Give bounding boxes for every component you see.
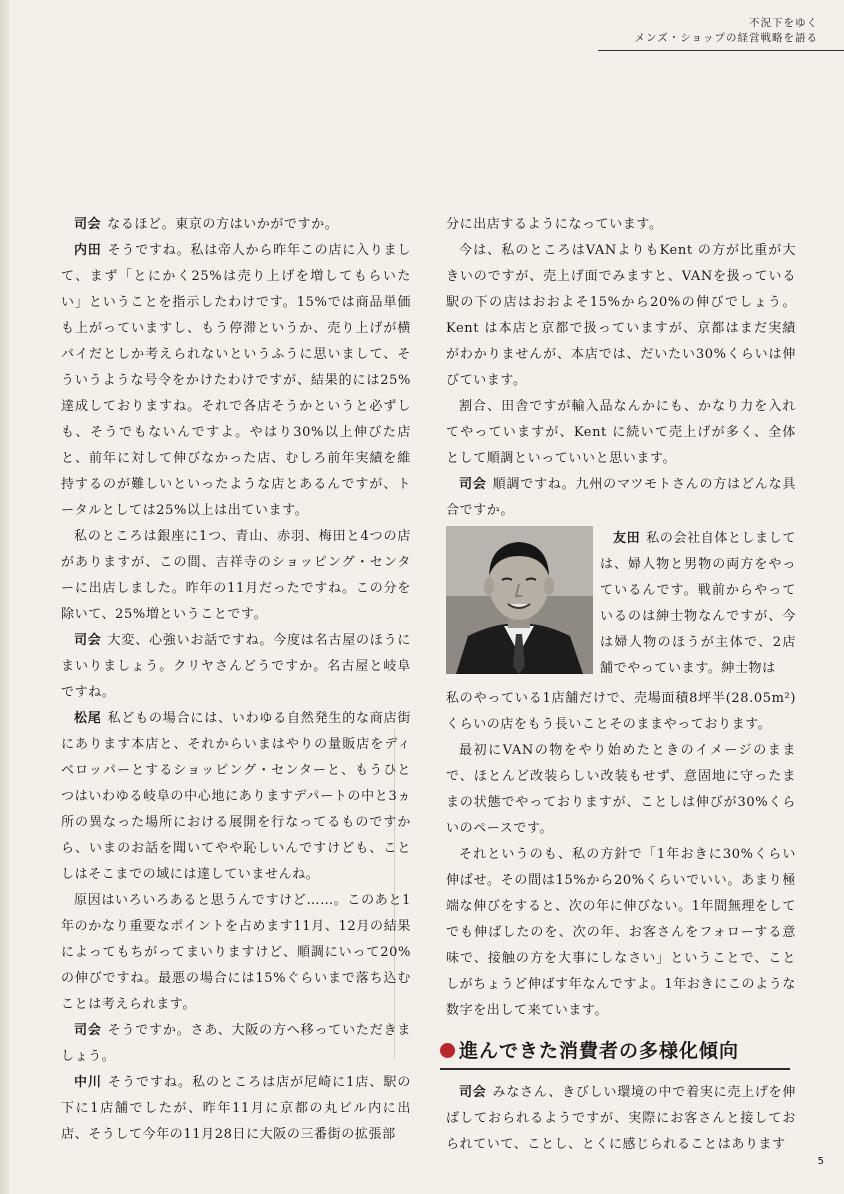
page-binding-edge	[0, 0, 10, 1194]
paragraph-text: 最初にVANの物をやり始めたときのイメージのままで、ほとんど改装らしい改装もせず、意固地に守ったままの状態でやっておりますが、ことしは伸びが30%くらいのペースです。	[446, 743, 796, 836]
paragraph	[61, 888, 411, 1018]
paragraph	[61, 524, 411, 628]
section-heading	[440, 1036, 790, 1070]
right-column	[446, 212, 796, 1158]
paragraph-text: なるほど。東京の方はいかがですか。	[107, 217, 339, 232]
paragraph	[61, 238, 411, 524]
paragraph	[61, 1070, 411, 1148]
paragraph	[61, 212, 411, 238]
paragraph-text: 分に出店するようになっています。	[446, 217, 663, 232]
paragraph	[446, 842, 796, 1024]
paragraph-text: みなさん、きびしい環境の中で着実に売上げを伸ばしておられるようですが、実際にお客さんと接しておられていて、ことし、とくに感じられることはあります	[446, 1085, 797, 1152]
paragraph	[446, 738, 796, 842]
paragraph	[446, 212, 796, 238]
photo-block	[446, 526, 796, 686]
running-header-line2: メンズ・ショップの経営戦略を語る	[634, 32, 818, 44]
paragraph-text: 私どもの場合には、いわゆる自然発生的な商店街にあります本店と、それからいまはやりの量販店をディベロッパーとするショッピング・センターと、もうひとつはいわゆる岐阜の中心地にありますデパートの中と3ヵ所の異なった場所における展開を行なってるものですから、いまのお話を聞いてやや恥しいんですけども、ことしはそこまでの域には達していませんね。	[61, 711, 412, 882]
paragraph-text: それというのも、私の方針で「1年おきに30%くらい伸ばせ。その間は15%から20%くらいでいい。あまり極端な伸びをすると、次の年に伸びない。1年間無理をしてでも伸ばしたのを、次の年、お客さんをフォローする意味で、接触の方を大事にしなさい」ということで、ことしがちょうど伸ばす年なんですよ。1年おきにこのような数字を出して来ています。	[446, 847, 796, 1018]
running-header-line1: 不況下をゆく	[749, 17, 818, 29]
paragraph	[446, 472, 796, 524]
running-header	[635, 16, 818, 46]
header-rule	[598, 50, 844, 51]
paragraph	[61, 706, 411, 888]
paragraph	[61, 1018, 411, 1070]
page-number: 5	[817, 1156, 824, 1167]
paragraph-text: 割合、田舎ですが輸入品なんかにも、かなり力を入れてやっていますが、Kent に続いて売上げが多く、全体として順調といっていいと思います。	[446, 399, 796, 466]
left-column	[61, 212, 411, 1148]
paragraph-text: そうですか。さあ、大阪の方へ移っていただきましょう。	[61, 1023, 412, 1064]
speaker-name: 司会	[74, 1023, 102, 1038]
photo-side-text	[600, 526, 796, 682]
paragraph-text: 私の会社自体としましては、婦人物と男物の両方をやっているんです。戦前からやっているのは紳士物なんですが、今は婦人物のほうが主体で、2店舗でやっています。紳士物は	[600, 531, 796, 676]
paragraph-text: 順調ですね。九州のマツモトさんの方はどんな具合ですか。	[446, 477, 797, 518]
speaker-name: 友田	[613, 531, 641, 546]
paragraph-text: 原因はいろいろあると思うんですけど……。このあと1年のかなり重要なポイントを占めます11月、12月の結果によってもちがってまいりますけど、順調にいって20%の伸びですね。最悪の場合には15%ぐらいまで落ち込むことは考えられます。	[61, 893, 411, 1012]
paragraph	[446, 686, 796, 738]
paragraph	[446, 394, 796, 472]
section-heading-text: 進んできた消費者の多様化傾向	[459, 1040, 740, 1062]
speaker-name: 司会	[74, 217, 102, 232]
paragraph-text: そうですね。私のところは店が尼崎に1店、駅の下に1店舗でしたが、昨年11月に京都の丸ビル内に出店、そうして今年の11月28日に大阪の三番街の拡張部	[61, 1075, 411, 1142]
paragraph	[446, 238, 796, 394]
portrait-photo	[446, 526, 593, 674]
speaker-name: 中川	[74, 1075, 103, 1090]
speaker-name: 松尾	[74, 711, 102, 726]
paragraph	[61, 628, 411, 706]
speaker-name: 内田	[74, 243, 102, 258]
speaker-name: 司会	[74, 633, 102, 648]
paragraph	[446, 1080, 796, 1158]
paragraph-text: 私のやっている1店舗だけで、売場面積8坪半(28.05m²)くらいの店をもう長いことそのままやっております。	[446, 691, 796, 732]
paragraph-text: 今は、私のところはVANよりもKent の方が比重が大きいのですが、売上げ面でみますと、VANを扱っている駅の下の店はおおよそ15%から20%の伸びでしょう。Kent は本店と京都で扱っていますが、京都はまだ実績がわかりませんが、本店では、だいたい30%くらいは伸びています。	[446, 243, 796, 388]
speaker-name: 司会	[459, 477, 487, 492]
paragraph-text: 大変、心強いお話ですね。今度は名古屋のほうにまいりましょう。クリヤさんどうですか。名古屋と岐阜ですね。	[61, 633, 412, 700]
speaker-name: 司会	[459, 1085, 487, 1100]
paragraph	[600, 526, 796, 682]
paragraph-text: 私のところは銀座に1つ、青山、赤羽、梅田と4つの店がありますが、この間、吉祥寺のショッピング・センターに出店しました。昨年の11月だったですね。この分を除いて、25%増ということです。	[61, 529, 411, 622]
bullet-icon	[440, 1043, 455, 1058]
paragraph-text: そうですね。私は帝人から昨年この店に入りまして、まず「とにかく25%は売り上げを増してもらいたい」ということを指示したわけです。15%では商品単価も上がっていますし、もう停滞というか、売り上げが横バイだとしか考えられないというふうに思いまして、そういうような号令をかけたわけですが、結果的には25%達成しておりますね。それで各店そうかというと必ずしも、そうでもないんですよ。やはり30%以上伸びた店と、前年に対して伸びなかった店、むしろ前年実績を維持するのが難しいといったような店とあるんですが、トータルとしては25%以上は出ています。	[61, 243, 412, 518]
